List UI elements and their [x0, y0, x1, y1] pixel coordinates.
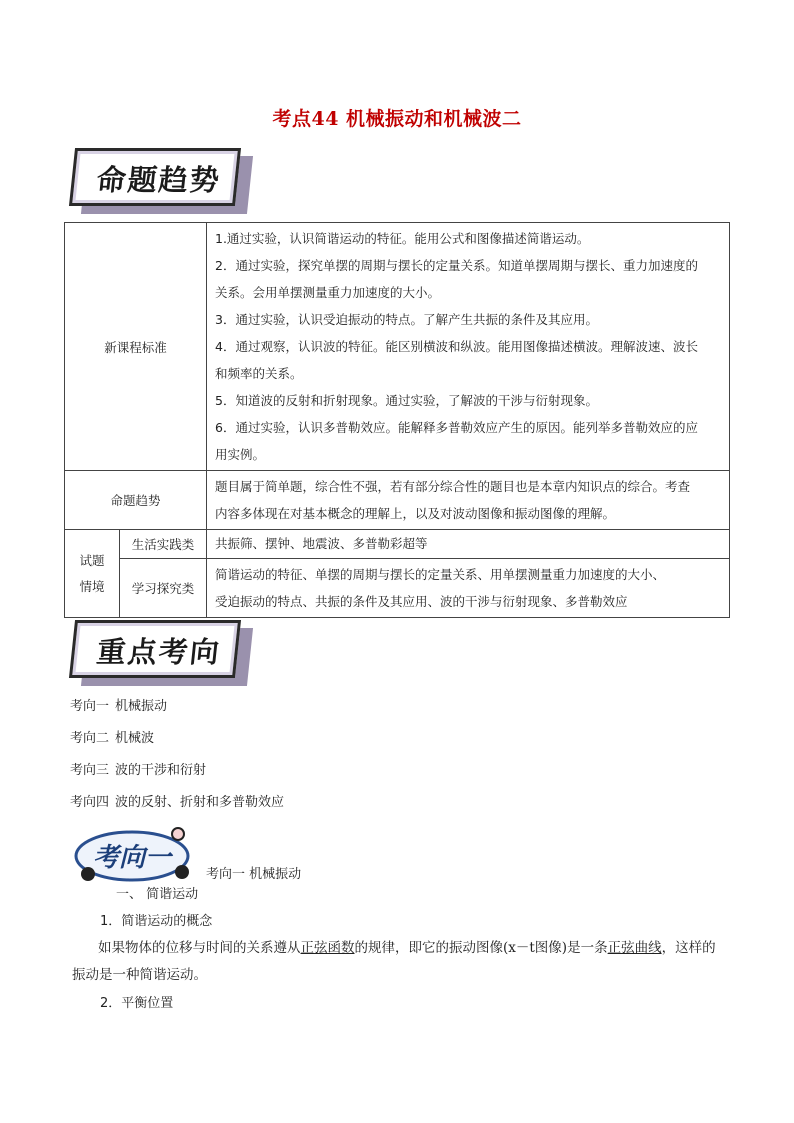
- badge-dot: [172, 828, 184, 840]
- direction-name: 波的干涉和衍射: [115, 763, 207, 778]
- direction-name: 机械振动: [115, 699, 168, 714]
- study-line: 简谐运动的特征、单摆的周期与摆长的定量关系、用单摆测量重力加速度的大小、: [215, 567, 666, 582]
- concept-paragraph: [72, 935, 728, 989]
- focus-banner: [70, 618, 254, 688]
- standard-line: 4．通过观察，认识波的特征。能区别横波和纵波。能用图像描述横波。理解波速、波长: [215, 339, 698, 354]
- standard-label: 新课程标准: [65, 223, 207, 471]
- badge-dot: [175, 865, 189, 879]
- direction-name: 波的反射、折射和多普勒效应: [115, 795, 285, 810]
- direction-item: [70, 792, 284, 824]
- subsection-heading: 一、 简谐运动: [116, 887, 199, 902]
- standard-line: 6．通过实验，认识多普勒效应。能解释多普勒效应产生的原因。能列举多普勒效应的应: [215, 420, 698, 435]
- life-label: 生活实践类: [120, 530, 207, 559]
- trend-line: 题目属于简单题，综合性不强，若有部分综合性的题目也是本章内知识点的综合。考查: [215, 479, 691, 494]
- direction-number: 考向二: [70, 731, 110, 746]
- page-title: 考点44 机械振动和机械波二: [272, 108, 522, 130]
- standard-line: 5．知道波的反射和折射现象。通过实验，了解波的干涉与衍射现象。: [215, 393, 598, 408]
- trend-line: 内容多体现在对基本概念的理解上，以及对波动图像和振动图像的理解。: [215, 506, 616, 521]
- direction-item: [70, 760, 284, 792]
- standard-content: [207, 223, 730, 471]
- direction-number: 考向一: [70, 699, 110, 714]
- direction-name: 机械波: [115, 731, 155, 746]
- standard-line: 1.通过实验，认识简谐运动的特征。能用公式和图像描述简谐运动。: [215, 231, 590, 246]
- trend-content: [207, 471, 730, 530]
- standard-line: 用实例。: [215, 447, 266, 462]
- direction-number: 考向三: [70, 763, 110, 778]
- standard-line: 和频率的关系。: [215, 366, 303, 381]
- para-text: 如果物体的位移与时间的关系遵从: [98, 940, 301, 956]
- study-line: 受迫振动的特点、共振的条件及其应用、波的干涉与衍射现象、多普勒效应: [215, 594, 628, 609]
- curriculum-table: [64, 222, 730, 618]
- section-heading: 考向一 机械振动: [206, 867, 302, 882]
- para-text: ，这样的振动是一种简谐运动。: [72, 940, 716, 983]
- focus-banner-label: 重点考向: [95, 635, 223, 669]
- direction-number: 考向四: [70, 795, 110, 810]
- standard-line: 关系。会用单摆测量重力加速度的大小。: [215, 285, 441, 300]
- para-underlined: 正弦函数: [300, 940, 355, 956]
- study-content: [207, 559, 730, 618]
- direction-item: [70, 728, 284, 760]
- item-heading: 2．平衡位置: [100, 996, 174, 1011]
- standard-line: 3．通过实验，认识受迫振动的特点。了解产生共振的条件及其应用。: [215, 312, 598, 327]
- trend-banner-label: 命题趋势: [95, 163, 223, 197]
- item-heading: 1．简谐运动的概念: [100, 914, 213, 929]
- direction-item: [70, 696, 284, 728]
- para-underlined: 正弦曲线: [607, 940, 662, 956]
- para-text: 的规律，即它的振动图像(x－t图像)是一条: [354, 940, 608, 956]
- study-label: 学习探究类: [120, 559, 207, 618]
- direction-badge: [70, 822, 200, 888]
- trend-label: 命题趋势: [65, 471, 207, 530]
- life-text: 共振筛、摆钟、地震波、多普勒彩超等: [207, 530, 730, 559]
- standard-line: 2．通过实验，探究单摆的周期与摆长的定量关系。知道单摆周期与摆长、重力加速度的: [215, 258, 698, 273]
- scenario-label-line: 情境: [79, 578, 105, 594]
- scenario-label-line: 试题: [79, 552, 105, 568]
- direction-list: [70, 696, 284, 824]
- scenario-label: [65, 530, 120, 618]
- trend-banner: [70, 146, 254, 216]
- badge-label: 考向一: [92, 843, 172, 873]
